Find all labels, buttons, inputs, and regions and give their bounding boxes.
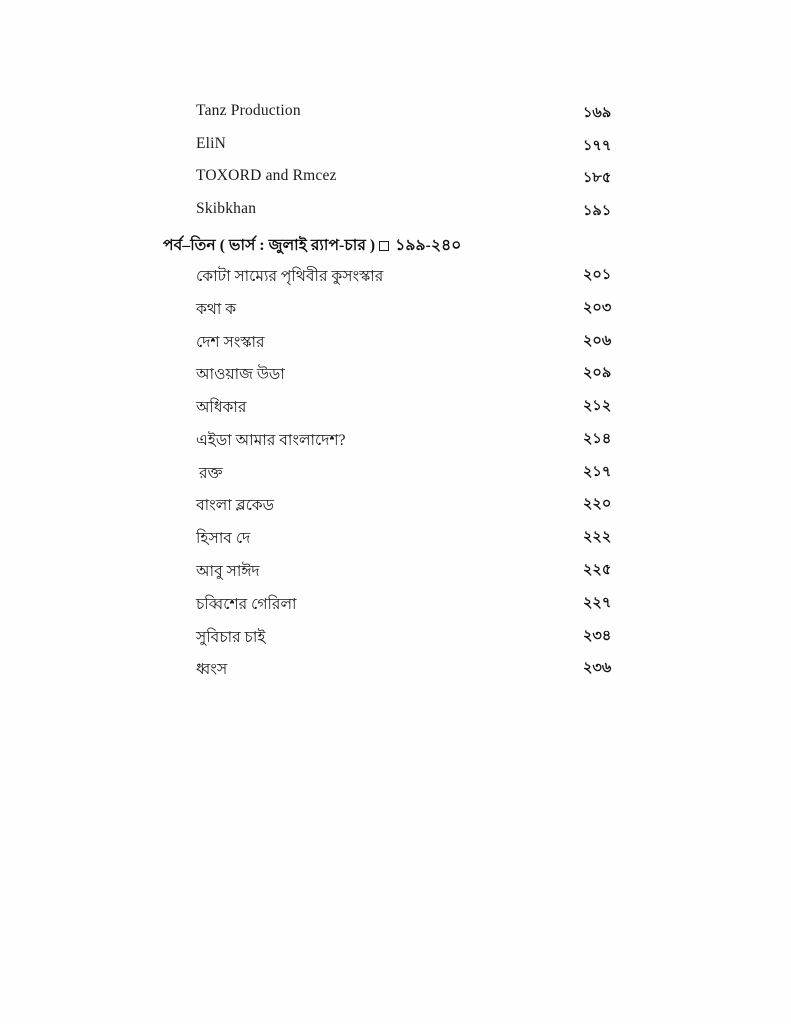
toc-entry-page-number: ২২৭ [583,595,612,611]
toc-entry[interactable] [0,428,791,450]
toc-entry[interactable] [0,559,791,581]
toc-entry-page-number: ১৮৫ [583,170,612,186]
toc-entry-page-number: ২১৪ [583,431,612,447]
toc-entry[interactable] [0,297,791,319]
toc-entry-title: TOXORD and Rmcez [196,167,337,184]
toc-entry-title: চব্বিশের গেরিলা [196,596,297,613]
toc-entry-title: এইডা আমার বাংলাদেশ? [196,432,346,449]
toc-entry[interactable] [0,167,791,189]
toc-entry-title: Tanz Production [196,102,301,119]
toc-entry-page-number: ১৭৭ [583,138,612,154]
toc-entry-page-number: ২২০ [583,496,612,512]
part-heading [163,233,461,259]
toc-entry[interactable] [0,102,791,124]
toc-entry-title: Skibkhan [196,200,257,217]
toc-entry-page-number: ২০১ [583,267,612,283]
toc-entry[interactable] [0,135,791,157]
part-heading-label: পর্ব–তিন ( ভার্স : জুলাই র‍্যাপ-চার ) [163,237,376,254]
toc-entry[interactable] [0,200,791,222]
toc-entry-page-number: ২০৬ [583,333,612,349]
toc-entry-page-number: ২১৭ [583,464,612,480]
toc-entry-title: কথা ক [196,301,237,318]
toc-entry-page-number: ১৯১ [583,203,612,219]
toc-entry-title: হিসাব দে [196,530,251,547]
toc-entry-page-number: ২১২ [583,398,612,414]
toc-entry-title: ধ্বংস [196,661,228,678]
toc-entry-title: বাংলা ব্লকেড [196,497,275,514]
part-heading-page-range: ১৯৯-২৪০ [395,237,462,254]
open-square-bullet-icon [379,241,389,251]
toc-entry[interactable] [0,395,791,417]
toc-entry[interactable] [0,493,791,515]
toc-entry-page-number: ১৬৯ [583,105,612,121]
toc-entry[interactable] [0,526,791,548]
toc-entry-title: আওয়াজ উডা [196,366,285,383]
toc-entry-title: রক্ত [199,465,223,482]
toc-entry-title: অধিকার [196,399,247,416]
toc-entry[interactable] [0,592,791,614]
toc-entry-title: কোটা সাম্যের পৃথিবীর কুসংস্কার [196,268,384,285]
toc-entry-title: দেশ সংস্কার [196,334,265,351]
toc-entry[interactable] [0,657,791,679]
toc-entry-page-number: ২৩৬ [583,660,612,676]
toc-entry-page-number: ২২২ [583,529,612,545]
toc-entry[interactable] [0,461,791,483]
toc-entry[interactable] [0,362,791,384]
toc-entry-title: আবু সাঈদ [196,563,260,580]
toc-entry[interactable] [0,264,791,286]
toc-entry-page-number: ২০৩ [583,300,612,316]
toc-entry-page-number: ২২৫ [583,562,612,578]
toc-entry[interactable] [0,330,791,352]
toc-entry-page-number: ২৩৪ [583,628,612,644]
toc-entry-page-number: ২০৯ [583,365,612,381]
toc-entry-title: সুবিচার চাই [196,629,266,646]
toc-entry[interactable] [0,625,791,647]
toc-entry-title: EliN [196,135,227,152]
